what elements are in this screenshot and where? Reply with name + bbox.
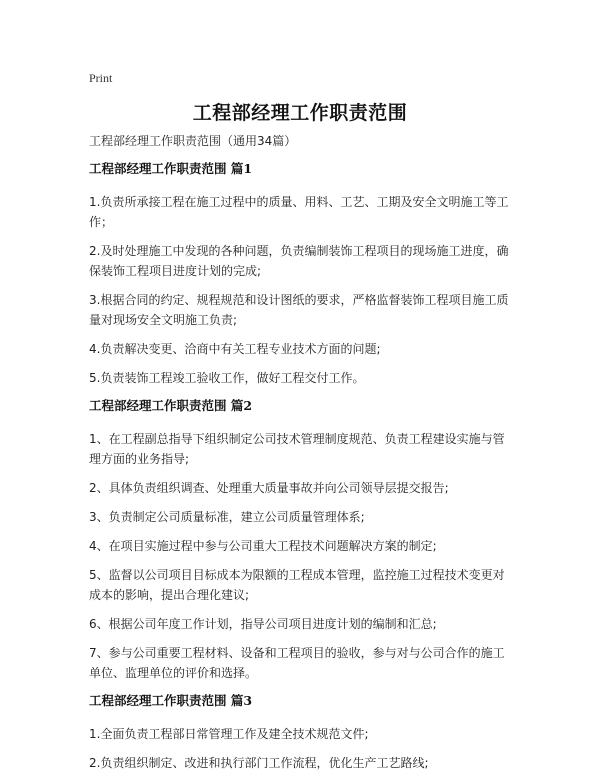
list-item: 5、监督以公司项目目标成本为限额的工程成本管理，监控施工过程技术变更对成本的影响，提出合理化建议; (89, 568, 505, 602)
list-item: 6、根据公司年度工作计划，指导公司项目进度计划的编制和汇总; (89, 617, 437, 631)
document-subtitle: 工程部经理工作职责范围（通用34篇） (89, 134, 297, 148)
section-3 (89, 692, 514, 773)
list-item: 1.全面负责工程部日常管理工作及建全技术规范文件; (89, 727, 369, 741)
page-title: 工程部经理工作职责范围 (192, 102, 408, 124)
list-item: 2、具体负责组织调查、处理重大质量事故并向公司领导层提交报告; (89, 481, 449, 495)
section-heading: 工程部经理工作职责范围 篇2 (89, 398, 253, 413)
list-item: 1、在工程副总指导下组织制定公司技术管理制度规范、负责工程建设实施与管理方面的业务指导; (89, 432, 505, 466)
print-label: Print (89, 71, 113, 85)
list-item: 2.负责组织制定、改进和执行部门工作流程，优化生产工艺路线; (89, 756, 429, 770)
list-item: 2.及时处理施工中发现的各种问题，负责编制装饰工程项目的现场施工进度，确保装饰工程项目进度计划的完成; (89, 244, 509, 278)
list-item: 4.负责解决变更、洽商中有关工程专业技术方面的问题; (89, 342, 381, 356)
list-item: 1.负责所承接工程在施工过程中的质量、用料、工艺、工期及安全文明施工等工作； (89, 195, 509, 229)
list-item: 3.根据合同的约定、规程规范和设计图纸的要求，严格监督装饰工程项目施工质量对现场安全文明施工负责; (89, 293, 509, 327)
list-item: 7、参与公司重要工程材料、设备和工程项目的验收，参与对与公司合作的施工单位、监理单位的评价和选择。 (89, 646, 505, 680)
list-item: 5.负责装饰工程竣工验收工作，做好工程交付工作。 (89, 371, 365, 385)
list-item: 3、负责制定公司质量标准，建立公司质量管理体系; (89, 510, 365, 524)
section-heading: 工程部经理工作职责范围 篇1 (89, 161, 253, 176)
section-1 (89, 160, 514, 388)
document-body (89, 160, 514, 782)
list-item: 4、在项目实施过程中参与公司重大工程技术问题解决方案的制定; (89, 539, 437, 553)
section-2 (89, 397, 514, 683)
section-heading: 工程部经理工作职责范围 篇3 (89, 693, 253, 708)
